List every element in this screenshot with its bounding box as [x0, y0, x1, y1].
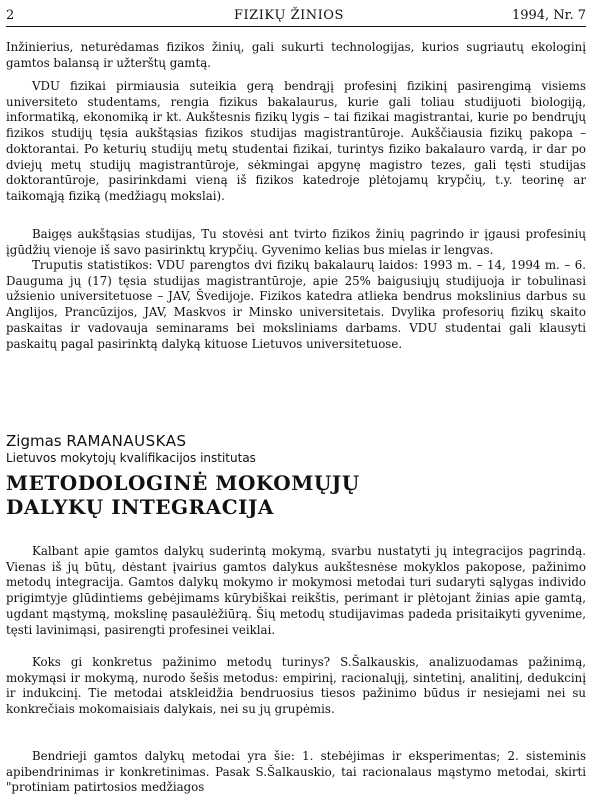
author-affiliation: Lietuvos mokytojų kvalifikacijos institutas [6, 451, 256, 465]
article1-paragraph-3: Baigęs aukštąsias studijas, Tu stovėsi ant tvirto fizikos žinių pagrindo ir įgausi profesinių įgūdžių vienoje iš savo pasirinktų krypčių. Gyvenimo kelias bus mielas ir lengvas. [6, 227, 586, 257]
article-title-line-2: DALYKŲ INTEGRACIJA [6, 495, 274, 519]
header-rule [6, 26, 586, 27]
author-name [6, 432, 187, 450]
article2-paragraph-2: Koks gi konkretus pažinimo metodų turinys? S.Šalkauskis, analizuodamas pažinimą, mokymąsi ir mokymą, nurodo šešis metodus: empirinį, racionalųjį, sintetinį, analitinį, dedukcinį ir indukcinį. Tie metodai atskleidžia bendruosius tiesos pažinimo būdus ir nesiejami nei su konkrečiais mokomaisiais dalykais, nei su jų grupėmis. [6, 655, 586, 717]
article-title [6, 471, 360, 519]
page-header [6, 6, 586, 26]
article1-paragraph-4: Truputis statistikos: VDU parengtos dvi fizikų bakalaurų laidos: 1993 m. – 14, 1994 m. – 6. Dauguma jų (17) tęsia studijas magistrantūroje, apie 25% baigusiųjų studijuoja ir tobulinasi užsienio universitetuose – JAV, Švedijoje. Fizikos katedra atlieka bendrus mokslinius darbus su Anglijos, Prancūzijos, JAV, Maskvos ir Minsko universitetais. Dvylika profesorių fizikų skaito paskaitas ir vadovauja seminarams bei moksliniams darbams. VDU studentai gali klausyti paskaitų pagal pasirinktą dalyką kituose Lietuvos universitetuose. [6, 258, 586, 351]
article1-paragraph-2: VDU fizikai pirmiausia suteikia gerą bendrąjį profesinį fizikinį pasirengimą visiems universiteto studentams, rengia fizikus bakalaurus, kurie gali toliau studijuoti biologiją, informatiką, ekonomiką ir kt. Aukštesnis fizikų lygis – tai fizikai magistrantai, kurie po bendrųjų fizikos studijų tęsia aukštąsias fizikos studijas magistrantūroje. Aukščiausia fizikų pakopa – doktorantai. Po keturių studijų metų studentai fizikai, turintys fiziko bakalauro vardą, ir dar po dviejų metų studijų magistrantūroje, sėkmingai apgynę magistro tezes, gali tęsti studijas doktorantūroje, pasirinkdami vieną iš fizikos katedroje plėtojamų krypčių, t.y. teorinę ar taikomąją fiziką (medžiagų mokslai). [6, 79, 586, 203]
article1-paragraph-1: Inžinierius, neturėdamas fizikos žinių, gali sukurti technologijas, kurios sugriautų ekologinį gamtos balansą ir užterštų gamtą. [6, 40, 586, 70]
journal-name: FIZIKŲ ŽINIOS [234, 8, 344, 23]
author-first-name: Zigmas [6, 432, 62, 450]
article-title-line-1: METODOLOGINĖ MOKOMŲJŲ [6, 471, 360, 495]
article2-paragraph-3: Bendrieji gamtos dalykų metodai yra šie: 1. stebėjimas ir eksperimentas; 2. sisteminis apibendrinimas ir konkretinimas. Pasak S.Šalkauskio, tai racionalaus mąstymo metodai, skirti "protiniam patirtosios medžiagos [6, 749, 586, 795]
issue-label: 1994, Nr. 7 [511, 8, 586, 23]
page-number: 2 [6, 8, 15, 23]
article2-paragraph-1: Kalbant apie gamtos dalykų suderintą mokymą, svarbu nustatyti jų integracijos pagrindą. Vienas iš jų būtų, dėstant įvairius gamtos dalykus aukštesnėse mokyklos pakopose, pažinimo metodų integracija. Gamtos dalykų mokymo ir mokymosi metodai turi sudaryti sąlygas individo prigimtyje glūdintiems gebėjimams kūrybiškai reikštis, perimant ir plėtojant žinias apie gamtą, ugdant mąstymą, mokslinę pasaulėžiūrą. Šių metodų studijavimas padeda prisitaikyti gyvenime, tęsti lavinimąsi, pasirengti profesinei veiklai. [6, 544, 586, 637]
author-last-name: RAMANAUSKAS [66, 432, 187, 450]
